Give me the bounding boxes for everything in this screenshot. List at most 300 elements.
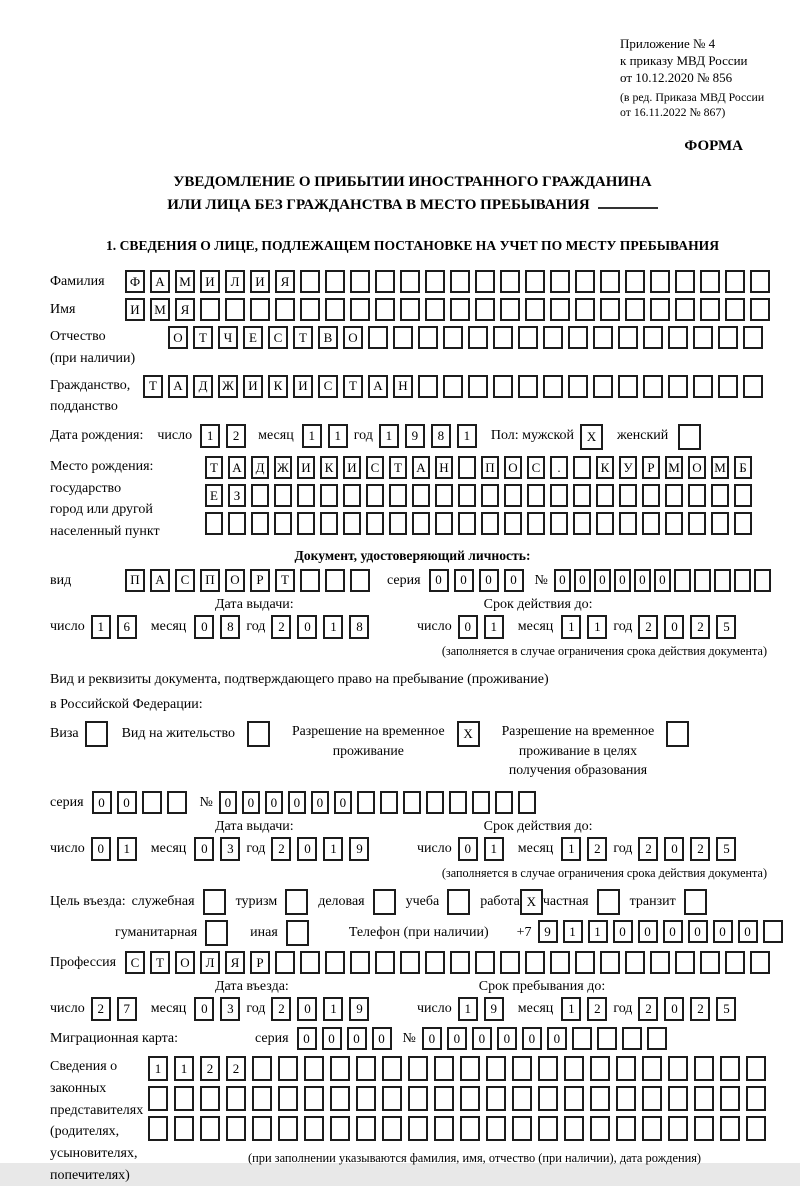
- year-label: год: [246, 1001, 266, 1017]
- char-cell: [325, 951, 345, 974]
- migration-series-label: серия: [255, 1031, 289, 1047]
- purpose-study-label: учеба: [405, 894, 440, 910]
- sex-male-checkbox: [580, 424, 603, 450]
- char-cell: [435, 484, 453, 507]
- identity-doc-issue-heading: Дата выдачи:: [215, 596, 294, 612]
- char-cell: [460, 1116, 480, 1141]
- title-blank-underline: [598, 194, 658, 209]
- char-cell: [642, 1086, 662, 1111]
- char-cell: [325, 298, 345, 321]
- char-cell: [481, 484, 499, 507]
- char-cell: [205, 512, 223, 535]
- stay-doc-intro-line2: в Российской Федерации:: [50, 697, 203, 713]
- char-cell: [468, 375, 488, 398]
- char-cell: [714, 569, 731, 592]
- char-cell: [174, 1116, 194, 1141]
- entry-year-cells: [271, 997, 375, 1021]
- char-cell: [443, 375, 463, 398]
- char-cell: 0: [194, 837, 214, 861]
- char-cell: 0: [614, 569, 631, 592]
- char-cell: [275, 298, 295, 321]
- stay-doc-number-cells: [219, 791, 541, 814]
- char-cell: [304, 1056, 324, 1081]
- stay-doc-dates-row: [50, 837, 775, 861]
- char-cell: [750, 298, 770, 321]
- char-cell: С: [366, 456, 384, 479]
- char-cell: [718, 326, 738, 349]
- birth-year-label: год: [353, 428, 373, 444]
- char-cell: П: [481, 456, 499, 479]
- char-cell: Н: [435, 456, 453, 479]
- char-cell: [568, 375, 588, 398]
- char-cell: [668, 326, 688, 349]
- char-cell: [619, 484, 637, 507]
- char-cell: [434, 1056, 454, 1081]
- char-cell: [642, 484, 660, 507]
- char-cell: 2: [271, 837, 291, 861]
- birth-month-label: месяц: [258, 428, 294, 444]
- char-cell: [647, 1027, 667, 1050]
- char-cell: 0: [664, 997, 684, 1021]
- char-cell: X: [457, 721, 480, 747]
- valid-year-cells: [638, 615, 742, 639]
- char-cell: X: [520, 889, 543, 915]
- char-cell: 8: [220, 615, 240, 639]
- visa-label: Виза: [50, 726, 79, 742]
- char-cell: [375, 270, 395, 293]
- char-cell: 2: [638, 615, 658, 639]
- char-cell: 1: [561, 997, 581, 1021]
- char-cell: [251, 512, 269, 535]
- char-cell: 0: [664, 837, 684, 861]
- char-cell: 5: [716, 837, 736, 861]
- char-cell: К: [268, 375, 288, 398]
- char-cell: 5: [716, 997, 736, 1021]
- char-cell: 0: [372, 1027, 392, 1050]
- char-cell: [666, 721, 689, 747]
- char-cell: Т: [193, 326, 213, 349]
- purpose-business-label: деловая: [318, 894, 365, 910]
- char-cell: [711, 512, 729, 535]
- char-cell: Т: [293, 326, 313, 349]
- char-cell: Т: [143, 375, 163, 398]
- char-cell: [622, 1027, 642, 1050]
- char-cell: [700, 270, 720, 293]
- char-cell: [400, 298, 420, 321]
- char-cell: [142, 791, 162, 814]
- char-cell: 1: [302, 424, 322, 448]
- visa-checkbox: [85, 721, 108, 747]
- temp-residence-edu-label-line2: проживание в целях: [518, 742, 638, 758]
- char-cell: 9: [538, 920, 558, 943]
- appendix-line: Приложение № 4: [620, 36, 716, 51]
- stay-doc-intro: [50, 667, 775, 717]
- purpose-private-label: частная: [542, 894, 589, 910]
- year-label: год: [246, 841, 266, 857]
- char-cell: [85, 721, 108, 747]
- char-cell: 0: [265, 791, 283, 814]
- char-cell: 2: [638, 837, 658, 861]
- char-cell: [500, 951, 520, 974]
- char-cell: .: [550, 456, 568, 479]
- representatives-cells-stack: [148, 1056, 772, 1166]
- char-cell: [343, 512, 361, 535]
- representatives-note: (при заполнении указываются фамилия, имя, отчество (при наличии), дата рождения): [248, 1151, 702, 1166]
- form-title-line2: [50, 194, 775, 217]
- char-cell: [564, 1116, 584, 1141]
- char-cell: [418, 375, 438, 398]
- representatives-cells-row1: [148, 1056, 772, 1081]
- purpose-humanitarian-label: гуманитарная: [115, 925, 198, 941]
- given-name-cells: [125, 298, 775, 321]
- char-cell: 0: [654, 569, 671, 592]
- char-cell: [746, 1056, 766, 1081]
- char-cell: [525, 298, 545, 321]
- appendix-block: [620, 36, 775, 120]
- char-cell: [550, 484, 568, 507]
- char-cell: [678, 424, 701, 450]
- char-cell: Ч: [218, 326, 238, 349]
- char-cell: [493, 375, 513, 398]
- char-cell: [205, 920, 228, 946]
- char-cell: [625, 951, 645, 974]
- temp-residence-edu-label: [502, 721, 655, 779]
- char-cell: О: [225, 569, 245, 592]
- char-cell: [500, 298, 520, 321]
- char-cell: [750, 951, 770, 974]
- char-cell: [366, 512, 384, 535]
- char-cell: 0: [91, 837, 111, 861]
- char-cell: [543, 326, 563, 349]
- char-cell: И: [125, 298, 145, 321]
- char-cell: 0: [297, 997, 317, 1021]
- migration-card-label: Миграционная карта:: [50, 1031, 179, 1047]
- char-cell: 0: [447, 1027, 467, 1050]
- char-cell: 0: [504, 569, 524, 592]
- char-cell: 2: [226, 424, 246, 448]
- purpose-humanitarian-checkbox: [205, 920, 228, 946]
- char-cell: Т: [150, 951, 170, 974]
- migration-card-row: [50, 1027, 775, 1050]
- residence-permit-label: Вид на жительство: [121, 726, 235, 742]
- char-cell: [343, 484, 361, 507]
- representatives-label-line3: представителях: [50, 1102, 144, 1118]
- char-cell: [596, 512, 614, 535]
- char-cell: [575, 951, 595, 974]
- identity-doc-issue-date: [50, 615, 395, 639]
- char-cell: 0: [664, 615, 684, 639]
- temp-residence-edu-label-line1: Разрешение на временное: [501, 723, 655, 739]
- char-cell: П: [125, 569, 145, 592]
- char-cell: [251, 484, 269, 507]
- purpose-private-checkbox: [597, 889, 620, 915]
- char-cell: 0: [422, 1027, 442, 1050]
- char-cell: [425, 951, 445, 974]
- char-cell: 2: [587, 837, 607, 861]
- char-cell: [597, 889, 620, 915]
- char-cell: Л: [225, 270, 245, 293]
- citizenship-row: [50, 375, 775, 418]
- char-cell: [625, 270, 645, 293]
- char-cell: [600, 951, 620, 974]
- temp-residence-label-line1: Разрешение на временное: [291, 723, 445, 739]
- birth-day-label: число: [157, 428, 193, 444]
- issue-year-cells: [271, 837, 375, 861]
- identity-doc-series-cells: [429, 569, 529, 592]
- char-cell: [518, 375, 538, 398]
- char-cell: [425, 298, 445, 321]
- char-cell: С: [268, 326, 288, 349]
- char-cell: [674, 569, 691, 592]
- char-cell: М: [150, 298, 170, 321]
- char-cell: [694, 1086, 714, 1111]
- stay-doc-type-row: [50, 721, 775, 779]
- char-cell: [203, 889, 226, 915]
- char-cell: [550, 298, 570, 321]
- char-cell: [590, 1086, 610, 1111]
- birth-date-row: [50, 424, 775, 450]
- char-cell: И: [200, 270, 220, 293]
- char-cell: [525, 270, 545, 293]
- identity-doc-dates-row: [50, 615, 775, 639]
- char-cell: [763, 920, 783, 943]
- char-cell: [297, 512, 315, 535]
- char-cell: [525, 951, 545, 974]
- char-cell: 0: [738, 920, 758, 943]
- char-cell: [458, 484, 476, 507]
- year-label: год: [613, 1001, 633, 1017]
- char-cell: 0: [297, 615, 317, 639]
- char-cell: [228, 512, 246, 535]
- char-cell: И: [343, 456, 361, 479]
- char-cell: [443, 326, 463, 349]
- stay-doc-valid-heading: Срок действия до:: [483, 819, 593, 835]
- representatives-cells-row3: [148, 1116, 772, 1141]
- char-cell: [412, 484, 430, 507]
- char-cell: [350, 270, 370, 293]
- char-cell: [357, 791, 375, 814]
- char-cell: У: [619, 456, 637, 479]
- char-cell: [518, 791, 536, 814]
- citizenship-cells: [143, 375, 768, 398]
- char-cell: [725, 270, 745, 293]
- char-cell: [330, 1056, 350, 1081]
- char-cell: [700, 298, 720, 321]
- char-cell: 0: [311, 791, 329, 814]
- char-cell: 1: [323, 837, 343, 861]
- char-cell: [618, 375, 638, 398]
- char-cell: [512, 1086, 532, 1111]
- char-cell: И: [297, 456, 315, 479]
- char-cell: [325, 569, 345, 592]
- entry-day-cells: [91, 997, 143, 1021]
- char-cell: 1: [484, 615, 504, 639]
- stay-until-date: [417, 997, 742, 1021]
- phone-label: Телефон (при наличии): [348, 925, 489, 941]
- form-title-line2-text: ИЛИ ЛИЦА БЕЗ ГРАЖДАНСТВА В МЕСТО ПРЕБЫВАНИЯ: [167, 196, 590, 213]
- section1-heading: 1. СВЕДЕНИЯ О ЛИЦЕ, ПОДЛЕЖАЩЕМ ПОСТАНОВКЕ НА УЧЕТ ПО МЕСТУ ПРЕБЫВАНИЯ: [105, 238, 720, 254]
- migration-number-cells: [422, 1027, 672, 1050]
- char-cell: [486, 1086, 506, 1111]
- char-cell: [148, 1116, 168, 1141]
- char-cell: 0: [194, 615, 214, 639]
- identity-doc-row: [50, 569, 775, 592]
- char-cell: В: [318, 326, 338, 349]
- surname-label: Фамилия: [50, 274, 105, 290]
- purpose-tourism-checkbox: [285, 889, 308, 915]
- char-cell: 0: [194, 997, 214, 1021]
- char-cell: А: [368, 375, 388, 398]
- valid-day-cells: [458, 837, 510, 861]
- char-cell: 0: [92, 791, 112, 814]
- char-cell: [572, 1027, 592, 1050]
- char-cell: [527, 512, 545, 535]
- birth-place-cells-row1: [205, 456, 757, 479]
- appendix-line: от 10.12.2020 № 856: [620, 69, 733, 85]
- char-cell: А: [412, 456, 430, 479]
- month-label: месяц: [517, 841, 554, 857]
- char-cell: [750, 270, 770, 293]
- issue-day-cells: [91, 615, 143, 639]
- char-cell: 1: [379, 424, 399, 448]
- stay-until-heading: Срок пребывания до:: [478, 979, 606, 995]
- purpose-work-label: работа: [480, 894, 520, 910]
- stay-month-cells: [561, 997, 613, 1021]
- char-cell: [550, 512, 568, 535]
- char-cell: К: [320, 456, 338, 479]
- char-cell: [616, 1056, 636, 1081]
- identity-doc-date-headers: [50, 597, 775, 613]
- char-cell: 1: [484, 837, 504, 861]
- char-cell: [590, 1056, 610, 1081]
- char-cell: 0: [663, 920, 683, 943]
- char-cell: [665, 512, 683, 535]
- char-cell: 1: [91, 615, 111, 639]
- birth-place-cells-row3: [205, 512, 757, 535]
- char-cell: 0: [688, 920, 708, 943]
- char-cell: [711, 484, 729, 507]
- stay-doc-issue-date: [50, 837, 395, 861]
- representatives-label-line4: (родителях,: [50, 1124, 120, 1140]
- char-cell: 2: [271, 615, 291, 639]
- char-cell: [472, 791, 490, 814]
- char-cell: [418, 326, 438, 349]
- char-cell: [527, 484, 545, 507]
- char-cell: 0: [219, 791, 237, 814]
- issue-month-cells: [194, 615, 246, 639]
- char-cell: [720, 1116, 740, 1141]
- char-cell: [278, 1086, 298, 1111]
- char-cell: [694, 569, 711, 592]
- representatives-row: [50, 1056, 775, 1186]
- char-cell: [250, 298, 270, 321]
- char-cell: [668, 375, 688, 398]
- amendment-line: (в ред. Приказа МВД России: [620, 89, 765, 104]
- month-label: месяц: [150, 1001, 187, 1017]
- char-cell: 0: [472, 1027, 492, 1050]
- amendment-block: [620, 90, 775, 121]
- day-label: число: [417, 1001, 452, 1017]
- char-cell: [460, 1086, 480, 1111]
- birth-place-cells-stack: [205, 456, 757, 540]
- char-cell: Я: [275, 270, 295, 293]
- char-cell: [350, 951, 370, 974]
- char-cell: 2: [587, 997, 607, 1021]
- temp-residence-edu-checkbox: [666, 721, 689, 747]
- char-cell: [274, 512, 292, 535]
- identity-doc-heading: Документ, удостоверяющий личность:: [294, 547, 531, 563]
- char-cell: [512, 1056, 532, 1081]
- char-cell: [593, 326, 613, 349]
- char-cell: [400, 951, 420, 974]
- appendix-line: к приказу МВД России: [620, 52, 748, 68]
- char-cell: [389, 512, 407, 535]
- representatives-label-line1: Сведения о: [50, 1059, 118, 1075]
- char-cell: О: [343, 326, 363, 349]
- char-cell: 3: [220, 837, 240, 861]
- char-cell: Д: [193, 375, 213, 398]
- char-cell: [375, 951, 395, 974]
- char-cell: [408, 1116, 428, 1141]
- day-label: число: [50, 618, 85, 634]
- char-cell: [300, 270, 320, 293]
- valid-year-cells: [638, 837, 742, 861]
- char-cell: [434, 1116, 454, 1141]
- char-cell: С: [125, 951, 145, 974]
- char-cell: 1: [458, 997, 478, 1021]
- patronymic-label-line2: (при наличии): [50, 351, 136, 367]
- char-cell: 0: [638, 920, 658, 943]
- purpose-study-checkbox: [447, 889, 470, 915]
- stay-doc-date-headers: [50, 819, 775, 835]
- char-cell: Ж: [218, 375, 238, 398]
- entry-month-cells: [194, 997, 246, 1021]
- char-cell: [746, 1116, 766, 1141]
- identity-doc-number-sign: №: [534, 572, 548, 588]
- month-label: месяц: [150, 618, 187, 634]
- char-cell: [380, 791, 398, 814]
- representatives-label-line2: законных: [50, 1080, 107, 1096]
- char-cell: [447, 889, 470, 915]
- char-cell: 0: [458, 837, 478, 861]
- entry-date-heading: Дата въезда:: [215, 979, 289, 995]
- birth-place-row: [50, 456, 775, 543]
- char-cell: М: [665, 456, 683, 479]
- entry-date-headers: [50, 979, 775, 995]
- month-label: месяц: [517, 1001, 554, 1017]
- char-cell: 7: [117, 997, 137, 1021]
- stay-doc-series-cells: [92, 791, 192, 814]
- char-cell: 8: [431, 424, 451, 448]
- phone-prefix: +7: [516, 925, 532, 941]
- char-cell: Ф: [125, 270, 145, 293]
- form-title: [50, 171, 775, 216]
- char-cell: [350, 569, 370, 592]
- char-cell: 0: [454, 569, 474, 592]
- sex-label: Пол: мужской: [490, 428, 575, 444]
- char-cell: Л: [200, 951, 220, 974]
- char-cell: [694, 1116, 714, 1141]
- char-cell: [743, 326, 763, 349]
- temp-residence-label: [292, 721, 445, 760]
- char-cell: [596, 484, 614, 507]
- char-cell: [278, 1056, 298, 1081]
- char-cell: К: [596, 456, 614, 479]
- char-cell: 1: [323, 615, 343, 639]
- char-cell: 1: [323, 997, 343, 1021]
- char-cell: [275, 951, 295, 974]
- representatives-cells-row2: [148, 1086, 772, 1111]
